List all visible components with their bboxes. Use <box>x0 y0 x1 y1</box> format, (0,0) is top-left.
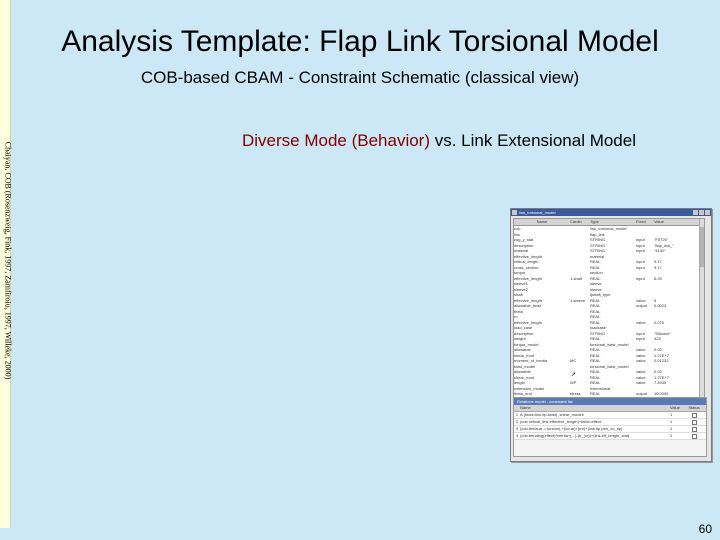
status-checkbox[interactable] <box>690 419 698 425</box>
tree-cell-cardi: WP <box>570 380 577 385</box>
slide-title: Analysis Template: Flap Link Torsional Model <box>61 25 659 58</box>
tree-cell-name: allowable <box>514 369 531 374</box>
tree-cell-fixed: value <box>636 380 646 385</box>
tree-cell-fixed: value <box>636 319 646 325</box>
heading-rest: vs. Link Extensional Model <box>430 131 636 150</box>
tree-cell-value: 0.01232 <box>654 358 669 363</box>
tree-cell-name: moment_of_inertia <box>514 358 548 363</box>
constraints-body <box>514 412 706 440</box>
tree-cell-name: critical_length <box>514 259 539 264</box>
maximize-button[interactable] <box>699 210 704 215</box>
tree-cell-type: REAL <box>590 308 601 314</box>
tree-cell-name: cog_y_stat <box>514 237 534 242</box>
constraint-name: (cob.critical_link.effective_length)+twist=effect <box>520 419 602 424</box>
tree-table <box>513 218 705 398</box>
constraint-name: Δ (twist=link.tip-twist) .shear_modeli <box>520 412 584 417</box>
status-checkbox[interactable] <box>690 426 698 432</box>
tree-cell-type: REAL <box>590 259 601 264</box>
tree-cell-value: 7.4935 <box>654 380 667 385</box>
tree-column-header[interactable]: Type <box>590 219 599 224</box>
tree-cell-fixed: output <box>636 303 648 308</box>
constraint-num: 1 <box>515 412 519 417</box>
tree-cell-value: 0.02 <box>654 347 662 352</box>
tree-cell-value: 10.0005 <box>654 391 669 396</box>
tree-cell-type: REAL <box>590 380 601 385</box>
tree-cell-name: cob <box>514 226 521 231</box>
tree-cell-type: REAL <box>590 374 601 380</box>
tree-cell-type: STRING <box>590 242 606 248</box>
tree-cell-name: effective_length <box>514 275 542 281</box>
tree-cell-type: STRING <box>590 237 606 242</box>
constraint-row[interactable] <box>514 433 706 440</box>
tree-cell-type: REAL <box>590 319 601 325</box>
tree-column-header[interactable]: Name <box>536 219 548 224</box>
app-window <box>510 208 712 462</box>
constraint-num: 2 <box>515 419 519 424</box>
tree-cell-name: material <box>514 248 529 253</box>
window-titlebar[interactable] <box>511 209 711 216</box>
close-button[interactable] <box>705 210 710 215</box>
tree-cell-type: REAL <box>590 391 601 396</box>
tree-cell-type: loadcase <box>590 325 607 330</box>
tree-cell-fixed: input <box>636 336 645 341</box>
constraints-column-header[interactable]: Status <box>688 405 700 410</box>
tree-cell-type: torsional_twist_model <box>590 363 629 369</box>
tree-cell-value: 0.0023 <box>654 303 667 308</box>
constraint-row[interactable] <box>514 412 706 419</box>
tree-cell-name: link <box>514 231 521 237</box>
tree-cell-name: weight <box>514 336 526 341</box>
tree-cell-value: "F0725" <box>654 237 669 242</box>
tree-cell-type: REAL <box>590 352 601 358</box>
tree-cell-type: REAL <box>590 347 601 352</box>
tree-cell-type: torsional_twist_model <box>590 341 629 347</box>
tree-cell-value: 6.25 <box>654 275 662 281</box>
constraint-row[interactable] <box>514 419 706 426</box>
tree-cell-name: shear_mod <box>514 374 535 380</box>
page-number: 60 <box>698 522 712 536</box>
tree-cell-name: torque_model <box>514 341 539 347</box>
constraint-name: (cob.theta.ar = torsion).+(tor.ar)+(tnr)+(link.tip.pen_vo_tip) <box>520 426 623 431</box>
tree-cell-name: theta <box>514 308 523 314</box>
tree-cell-fixed: input <box>636 248 645 253</box>
tree-column-header[interactable]: Cardin <box>570 219 582 224</box>
tree-cell-value: "Silicone" <box>654 330 671 336</box>
tree-cell-name: twist_model <box>514 363 536 369</box>
constraints-column-header[interactable]: Value <box>670 405 680 410</box>
tree-cell-type: STRING <box>590 248 606 253</box>
tree-cell-type: material <box>590 253 605 259</box>
tree-cell-type: REAL <box>590 297 601 303</box>
tree-cell-fixed: input <box>636 330 645 336</box>
constraint-value: 1 <box>670 419 673 424</box>
tree-cell-name: allowable_twist <box>514 303 541 308</box>
tree-cell-name: shaft <box>514 292 523 297</box>
tree-column-header[interactable]: Fixed <box>636 219 646 224</box>
tree-cell-name: extension_model <box>514 385 545 391</box>
constraints-panel <box>513 397 707 457</box>
tree-cell-fixed: value <box>636 358 646 363</box>
tree-cell-value: 0.02 <box>654 369 662 374</box>
tree-cell-name: sleeve2 <box>514 286 528 292</box>
tree-cell-type: flap_link <box>590 231 605 237</box>
tree-cell-fixed: value <box>636 374 646 380</box>
tree-cell-cardi: stress <box>570 391 581 396</box>
tree-cell-type: REAL <box>590 358 601 363</box>
tree-cell-name: description <box>514 242 534 248</box>
slide-subtitle: COB-based CBAM - Constraint Schematic (classical view) <box>140 68 580 87</box>
tree-cell-type: STRING <box>590 330 606 336</box>
tree-cell-name: theta_end <box>514 391 532 396</box>
window-icon <box>512 210 517 215</box>
tree-cell-type: extensional <box>590 385 611 391</box>
tree-cell-fixed: input <box>636 275 645 281</box>
constraints-column-header[interactable]: Name <box>520 405 531 410</box>
constraint-row[interactable] <box>514 426 706 433</box>
tree-cell-fixed: value <box>636 297 646 303</box>
tree-cell-type: sleeve <box>590 281 602 286</box>
tree-cell-type: REAL <box>590 264 601 270</box>
status-checkbox[interactable] <box>690 412 698 418</box>
tree-cell-type: REAL <box>590 275 601 281</box>
constraint-value: 1 <box>670 412 673 417</box>
constraint-num: 3 <box>515 426 519 431</box>
tree-cell-value: 5 <box>654 297 657 303</box>
tree-cell-fixed: value <box>636 352 646 358</box>
tree-cell-type: link_torsional_model <box>590 226 627 231</box>
constraint-name: (cob.bending(effect)*inertia+(...)-(tr_(xr))+(link.eff_length_stat) <box>520 433 630 438</box>
tree-cell-fixed: input <box>636 237 645 242</box>
tree-cell-cardi: 1-shaft <box>570 275 583 281</box>
tree-cell-value: 1.27E+7 <box>654 352 670 358</box>
scroll-thumb[interactable] <box>700 227 704 267</box>
constraint-num: 4 <box>515 433 519 438</box>
tree-cell-value: 0.075 <box>654 319 665 325</box>
tree-cell-value: 9.17 <box>654 259 662 264</box>
tree-cell-name: length <box>514 380 525 385</box>
tree-cell-name: ro <box>514 314 518 319</box>
tree-body <box>514 226 704 398</box>
tree-cell-name: shear_mod <box>514 352 535 358</box>
tree-cell-cardi: MC <box>570 358 577 363</box>
tree-cell-value: "flap_link_" <box>654 242 674 248</box>
tree-cell-fixed: value <box>636 369 646 374</box>
constraints-panel-title: Relations model - constraint list <box>514 398 706 405</box>
tree-cell-type: tjshaft_type <box>590 292 611 297</box>
tree-cell-cardi: 1-sleeve <box>570 297 586 303</box>
side-credit: Chaiyan, COB (Rosenzweig, Fink, 1997, Zamfiroiu, 1997, Willeke, 2000) <box>3 141 13 380</box>
constraint-value: 1 <box>670 426 673 431</box>
mouse-cursor-icon: ➚ <box>571 372 577 378</box>
tree-cell-fixed: output <box>636 391 648 396</box>
tree-cell-type: sleeve <box>590 286 602 292</box>
tree-cell-name: effective_length <box>514 253 542 259</box>
tree-header <box>514 219 704 226</box>
tree-cell-value: "4130" <box>654 248 666 253</box>
tree-cell-value: 325 <box>654 336 661 341</box>
window-controls <box>692 210 710 217</box>
tree-cell-fixed: input <box>636 264 645 270</box>
tree-cell-type: section <box>590 270 603 275</box>
tree-cell-name: effective_length <box>514 297 542 303</box>
heading-highlight: Diverse Mode (Behavior) <box>241 131 430 150</box>
tree-cell-name: allowable <box>514 347 531 352</box>
tree-cell-type: REAL <box>590 314 601 319</box>
tree-cell-fixed: input <box>636 259 645 264</box>
status-checkbox[interactable] <box>690 433 698 439</box>
constraints-header <box>514 405 706 412</box>
tree-cell-type: REAL <box>590 336 601 341</box>
tree-cell-name: load_case <box>514 325 533 330</box>
minimize-button[interactable] <box>693 210 698 215</box>
tree-cell-name: description <box>514 330 534 336</box>
tree-cell-value: 9.17 <box>654 264 662 270</box>
tree-cell-name: cross_section <box>514 264 539 270</box>
constraint-value: 1 <box>670 433 673 438</box>
tree-cell-type: REAL <box>590 369 601 374</box>
tree-cell-name: torque <box>514 270 526 275</box>
tree-cell-type: REAL <box>590 303 601 308</box>
tree-cell-value: 1.27E+7 <box>654 374 670 380</box>
tree-cell-fixed: value <box>636 347 646 352</box>
tree-cell-name: effective_length <box>514 319 542 325</box>
section-heading <box>0 131 720 151</box>
tree-cell-fixed: input <box>636 242 645 248</box>
vertical-scrollbar[interactable] <box>699 219 704 397</box>
tree-column-header[interactable]: Value <box>654 219 664 224</box>
tree-cell-name: sleeve1 <box>514 281 528 286</box>
window-title: link_torsional_model <box>519 210 556 215</box>
